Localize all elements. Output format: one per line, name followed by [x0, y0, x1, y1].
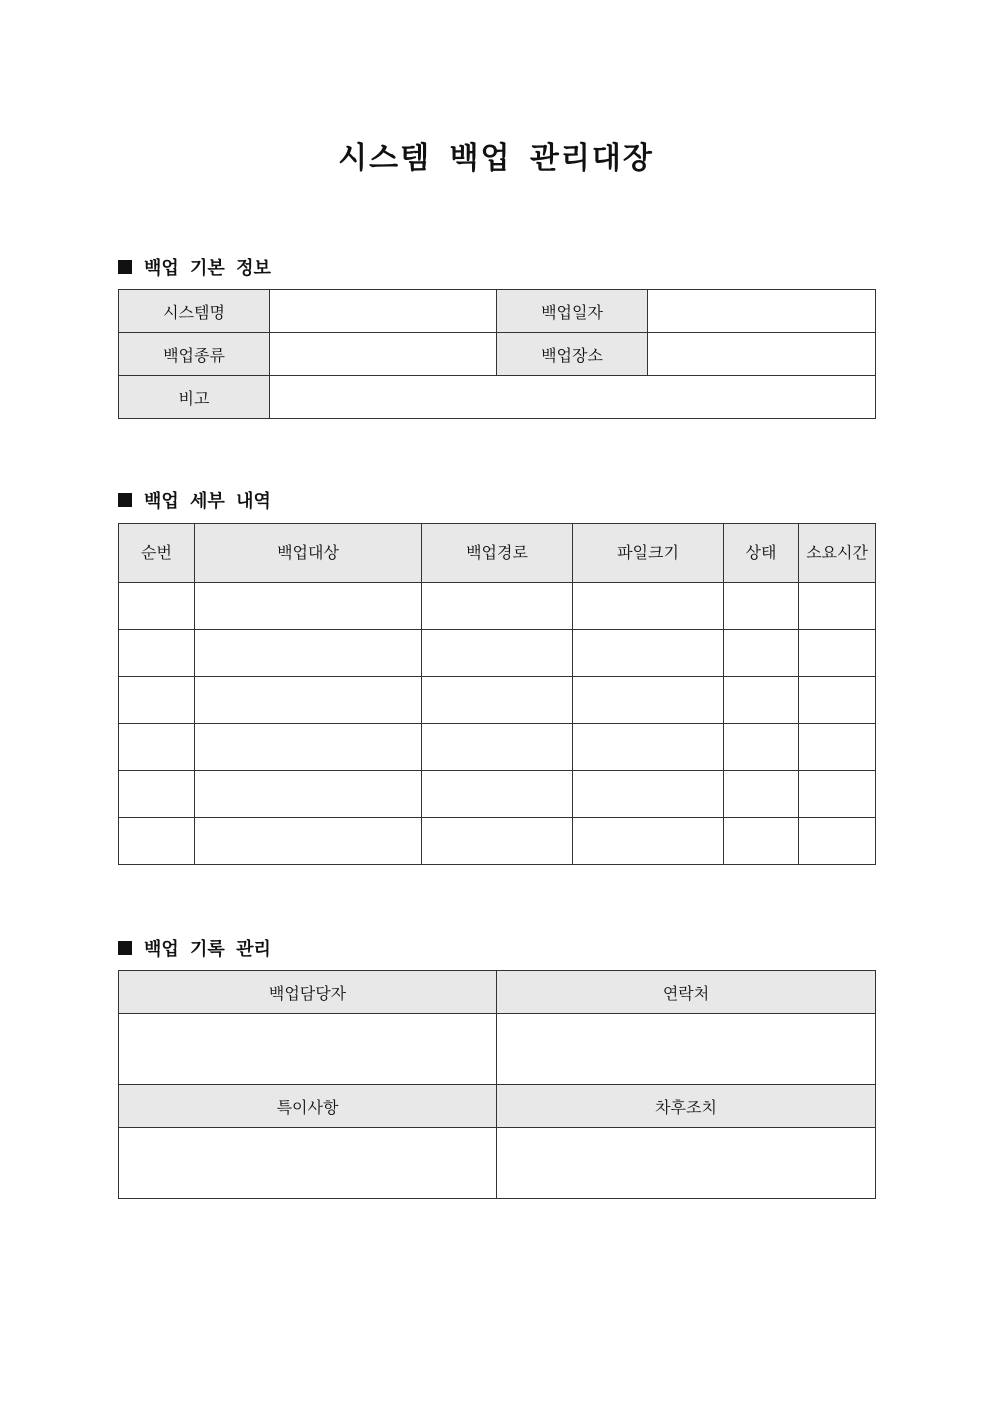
backup-records-table — [118, 970, 876, 1199]
document-title: 시스템 백업 관리대장 — [338, 141, 654, 176]
cell-file-size[interactable] — [573, 724, 724, 771]
cell-duration[interactable] — [799, 583, 876, 630]
cell-status[interactable] — [724, 771, 799, 818]
notes-field[interactable] — [119, 1128, 497, 1199]
backup-type-label: 백업종류 — [119, 333, 270, 376]
table-row — [119, 290, 876, 333]
backup-details-table — [118, 523, 876, 865]
section-heading-label: 백업 세부 내역 — [144, 491, 271, 512]
system-name-field[interactable] — [270, 290, 497, 333]
cell-seq[interactable] — [119, 677, 195, 724]
table-row — [119, 630, 876, 677]
cell-duration[interactable] — [799, 630, 876, 677]
system-name-label: 시스템명 — [119, 290, 270, 333]
section-heading-basic-info — [118, 254, 271, 280]
follow-up-field[interactable] — [497, 1128, 876, 1199]
column-header-status: 상태 — [724, 524, 799, 583]
table-row — [119, 583, 876, 630]
table-header-row — [119, 971, 876, 1014]
backup-location-label: 백업장소 — [497, 333, 648, 376]
cell-status[interactable] — [724, 630, 799, 677]
cell-file-size[interactable] — [573, 677, 724, 724]
table-row — [119, 818, 876, 865]
column-header-file-size: 파일크기 — [573, 524, 724, 583]
cell-target[interactable] — [195, 771, 422, 818]
follow-up-label: 차후조치 — [497, 1085, 876, 1128]
remarks-label: 비고 — [119, 376, 270, 419]
cell-path[interactable] — [422, 724, 573, 771]
table-row — [119, 1014, 876, 1085]
table-row — [119, 677, 876, 724]
table-header-row — [119, 1085, 876, 1128]
cell-seq[interactable] — [119, 583, 195, 630]
backup-type-field[interactable] — [270, 333, 497, 376]
square-bullet-icon — [118, 260, 132, 274]
table-row — [119, 771, 876, 818]
manager-label: 백업담당자 — [119, 971, 497, 1014]
square-bullet-icon — [118, 493, 132, 507]
section-heading-label: 백업 기록 관리 — [144, 939, 271, 960]
cell-status[interactable] — [724, 724, 799, 771]
cell-path[interactable] — [422, 630, 573, 677]
square-bullet-icon — [118, 941, 132, 955]
cell-duration[interactable] — [799, 677, 876, 724]
backup-date-label: 백업일자 — [497, 290, 648, 333]
manager-field[interactable] — [119, 1014, 497, 1085]
cell-target[interactable] — [195, 818, 422, 865]
cell-path[interactable] — [422, 818, 573, 865]
cell-target[interactable] — [195, 724, 422, 771]
column-header-duration: 소요시간 — [799, 524, 876, 583]
column-header-path: 백업경로 — [422, 524, 573, 583]
table-row — [119, 1128, 876, 1199]
section-heading-records — [118, 935, 271, 961]
cell-duration[interactable] — [799, 771, 876, 818]
contact-label: 연락처 — [497, 971, 876, 1014]
cell-path[interactable] — [422, 583, 573, 630]
cell-duration[interactable] — [799, 818, 876, 865]
cell-file-size[interactable] — [573, 771, 724, 818]
cell-seq[interactable] — [119, 724, 195, 771]
basic-info-table — [118, 289, 876, 419]
notes-label: 특이사항 — [119, 1085, 497, 1128]
cell-path[interactable] — [422, 771, 573, 818]
cell-seq[interactable] — [119, 818, 195, 865]
section-heading-label: 백업 기본 정보 — [144, 258, 271, 279]
cell-duration[interactable] — [799, 724, 876, 771]
table-header-row — [119, 524, 876, 583]
table-row — [119, 333, 876, 376]
cell-status[interactable] — [724, 818, 799, 865]
column-header-target: 백업대상 — [195, 524, 422, 583]
contact-field[interactable] — [497, 1014, 876, 1085]
cell-seq[interactable] — [119, 771, 195, 818]
cell-file-size[interactable] — [573, 818, 724, 865]
table-row — [119, 376, 876, 419]
cell-status[interactable] — [724, 583, 799, 630]
cell-seq[interactable] — [119, 630, 195, 677]
section-heading-details — [118, 487, 271, 513]
cell-file-size[interactable] — [573, 583, 724, 630]
cell-status[interactable] — [724, 677, 799, 724]
backup-location-field[interactable] — [648, 333, 876, 376]
cell-target[interactable] — [195, 677, 422, 724]
cell-target[interactable] — [195, 583, 422, 630]
cell-file-size[interactable] — [573, 630, 724, 677]
table-row — [119, 724, 876, 771]
backup-date-field[interactable] — [648, 290, 876, 333]
cell-path[interactable] — [422, 677, 573, 724]
cell-target[interactable] — [195, 630, 422, 677]
remarks-field[interactable] — [270, 376, 876, 419]
column-header-seq: 순번 — [119, 524, 195, 583]
